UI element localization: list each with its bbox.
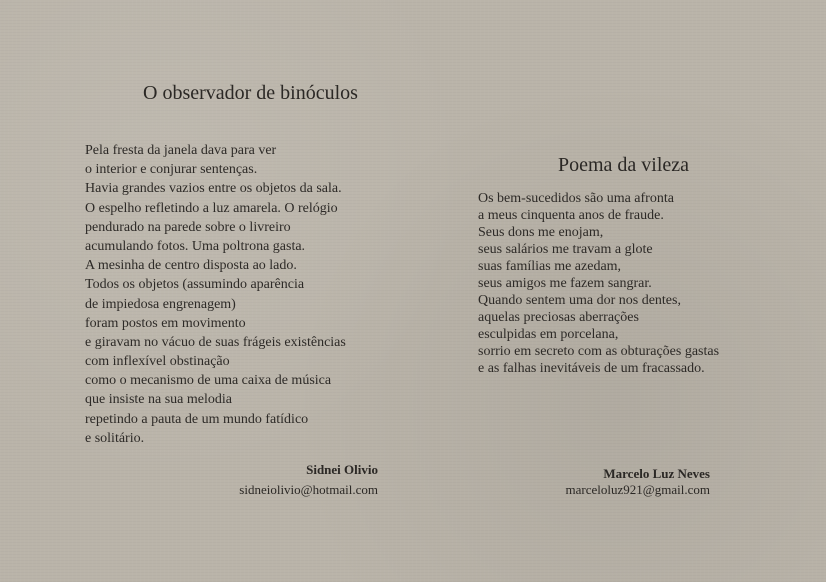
poem-line: sorrio em secreto com as obturações gastas xyxy=(478,344,720,359)
left-poem-email: sidneiolivio@hotmail.com xyxy=(239,482,378,497)
poem-line: esculpidas em porcelana, xyxy=(478,327,619,342)
right-poem-body xyxy=(478,190,719,377)
right-poem-author: Marcelo Luz Neves xyxy=(603,466,710,481)
poem-line: Seus dons me enojam, xyxy=(478,225,604,240)
poem-line: o interior e conjurar sentenças. xyxy=(85,162,258,178)
poem-line: pendurado na parede sobre o livreiro xyxy=(85,219,291,235)
poem-line: que insiste na sua melodia xyxy=(85,392,232,408)
poem-line: suas famílias me azedam, xyxy=(478,259,622,274)
poem-line: e as falhas inevitáveis de um fracassado. xyxy=(478,361,705,376)
poem-line: a meus cinquenta anos de fraude. xyxy=(478,208,664,223)
poem-line: seus amigos me fazem sangrar. xyxy=(478,276,652,291)
left-poem-author: Sidnei Olivio xyxy=(306,462,378,477)
right-poem-email: marceloluz921@gmail.com xyxy=(565,482,710,497)
poem-line: repetindo a pauta de um mundo fatídico xyxy=(85,411,309,427)
poem-line: Pela fresta da janela dava para ver xyxy=(85,143,277,158)
poem-line: Quando sentem uma dor nos dentes, xyxy=(478,293,681,308)
poem-line: de impiedosa engrenagem) xyxy=(85,296,236,312)
poem-line: aquelas preciosas aberrações xyxy=(478,310,639,325)
poem-line: e solitário. xyxy=(85,430,145,446)
poem-line: acumulando fotos. Uma poltrona gasta. xyxy=(85,238,306,254)
poem-line: como o mecanismo de uma caixa de música xyxy=(85,373,332,389)
poem-line: Os bem-sucedidos são uma afronta xyxy=(478,191,674,206)
poem-line: O espelho refletindo a luz amarela. O relógio xyxy=(85,200,338,216)
poem-line: seus salários me travam a glote xyxy=(478,242,653,257)
poem-line: e giravam no vácuo de suas frágeis existências xyxy=(85,334,346,350)
right-poem-title: Poema da vileza xyxy=(558,154,690,176)
left-poem-body xyxy=(85,141,346,448)
poem-line: A mesinha de centro disposta ao lado. xyxy=(85,258,297,274)
poem-line: Todos os objetos (assumindo aparência xyxy=(85,277,305,293)
poem-line: com inflexível obstinação xyxy=(85,354,230,370)
poem-line: Havia grandes vazios entre os objetos da sala. xyxy=(85,181,342,197)
poem-line: foram postos em movimento xyxy=(85,315,246,331)
left-poem-title: O observador de binóculos xyxy=(143,82,358,104)
